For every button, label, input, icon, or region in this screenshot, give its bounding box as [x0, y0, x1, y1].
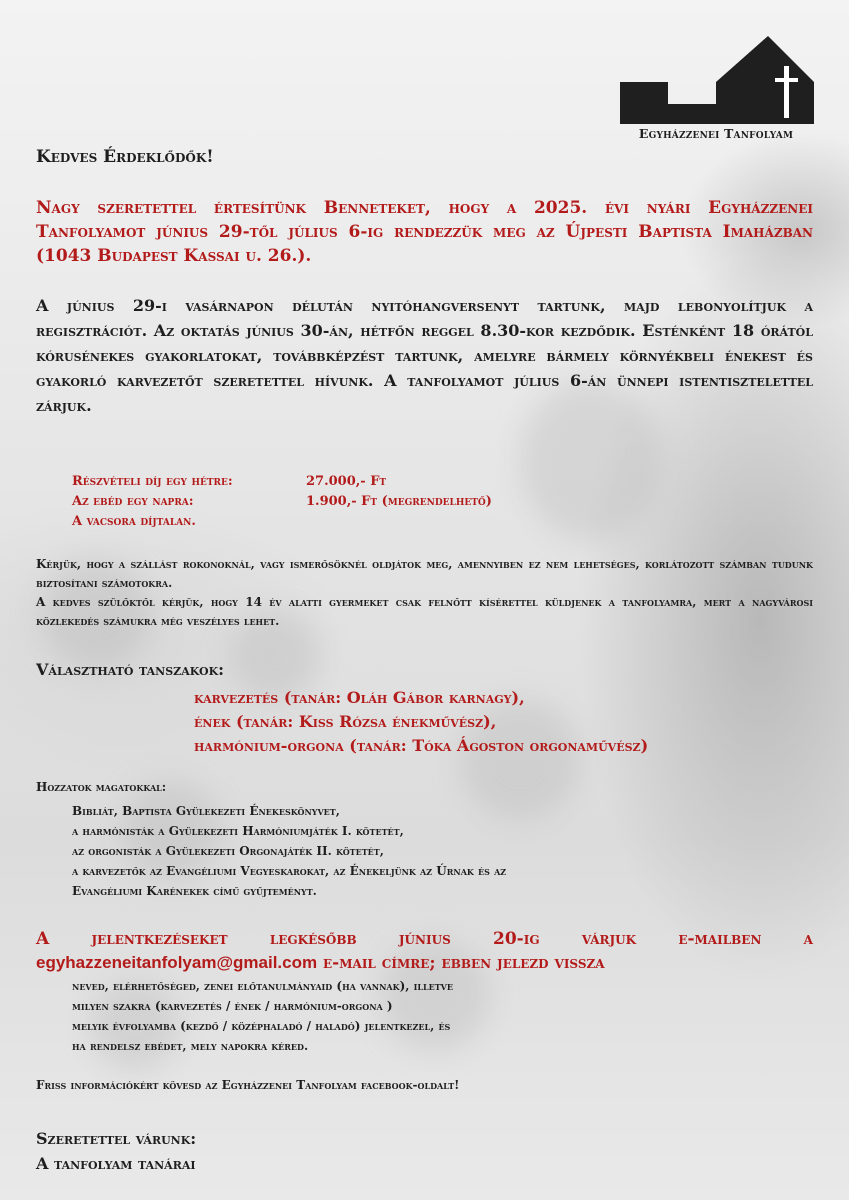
fee-row	[72, 492, 492, 512]
department-item: karvezetés (tanár: Oláh Gábor karnagy),	[194, 688, 525, 707]
closing	[36, 1126, 813, 1176]
registration-items	[72, 976, 453, 1056]
department-item: harmónium-orgona (tanár: Tóka Ágoston orgonaművész)	[194, 736, 649, 755]
department-item: ének (tanár: Kiss Rózsa énekművész),	[194, 712, 497, 731]
church-building-icon	[618, 34, 814, 124]
bring-list	[72, 801, 506, 901]
registration-item: melyik évfolyamba (kezdő / középhaladó / haladó) jelentkezel, és	[72, 1019, 451, 1033]
registration-line	[36, 951, 813, 975]
schedule-paragraph: A június 29-i vasárnapon délután nyitóhangversenyt tartunk, majd lebonyolítjuk a regisztrációt. Az oktatás június 30-án, hétfőn reggel 8.30-kor kezdődik. Esténként 18 órától kórusénekes gyakorlatokat, továbbképzést tartunk, amelyre bármely környékbeli énekest és gyakorló karvezetőt szeretettel hívunk. A tanfolyamot július 6-án ünnepi istentisztelettel zárjuk.	[36, 296, 813, 415]
registration-item: ha rendelsz ebédet, mely napokra kéred.	[72, 1039, 309, 1053]
registration-item: neved, elérhetőséged, zenei előtanulmányaid (ha vannak), illetve	[72, 979, 453, 993]
fee-label: Az ebéd egy napra:	[72, 494, 194, 509]
bring-heading: Hozzatok magatokkal:	[36, 780, 167, 794]
registration-email[interactable]: egyhazzeneitanfolyam@gmail.com	[36, 953, 318, 972]
bring-item: a harmónisták a Gyülekezeti Harmóniumjáték I. kötetét,	[72, 824, 404, 838]
departments-list	[194, 686, 648, 758]
facebook-note: Friss információkért kövesd az Egyházzenei Tanfolyam facebook-oldalt!	[36, 1078, 460, 1092]
logo-text: Egyházzenei Tanfolyam	[638, 126, 794, 141]
bring-item: Evangéliumi Karénekek című gyűjteményt.	[72, 884, 317, 898]
fee-value: 1.900,- Ft (megrendelhető)	[306, 494, 492, 509]
fee-row	[72, 512, 492, 532]
fee-value: 27.000,- Ft	[306, 474, 387, 489]
bring-item: Bibliát, Baptista Gyülekezeti Énekeskönyvet,	[72, 804, 340, 818]
departments-heading: Választható tanszakok:	[36, 660, 225, 679]
registration-block	[36, 927, 813, 975]
greeting: Kedves Érdeklődők!	[36, 147, 214, 167]
closing-signature: A tanfolyam tanárai	[36, 1154, 196, 1173]
accommodation-notes	[36, 555, 813, 631]
fee-row	[72, 472, 492, 492]
registration-line: A jelentkezéseket legkésőbb június 20-ig várjuk e-mailben a	[36, 929, 813, 949]
fees-table	[72, 472, 492, 532]
registration-line-rest: e-mail címre; ebben jelezd vissza	[317, 953, 605, 973]
logo	[618, 34, 814, 141]
registration-item: milyen szakra (karvezetés / ének / harmónium-orgona )	[72, 999, 393, 1013]
children-note: A kedves szülőktől kérjük, hogy 14 év alatti gyermeket csak felnőtt kísérettel küldjenek a tanfolyamra, mert a nagyvárosi közlekedés számukra még veszélyes lehet.	[36, 595, 813, 628]
bring-item: a karvezetők az Evangéliumi Vegyeskarokat, az Énekeljünk az Úrnak és az	[72, 864, 507, 878]
bring-item: az orgonisták a Gyülekezeti Orgonajáték II. kötetét,	[72, 844, 384, 858]
accommodation-note: Kérjük, hogy a szállást rokonoknál, vagy ismerősöknél oldjátok meg, amennyiben ez nem lehetséges, korlátozott számban tudunk biztosítani számotokra.	[36, 557, 813, 590]
fee-label: A vacsora díjtalan.	[72, 514, 196, 529]
fee-label: Részvételi díj egy hétre:	[72, 474, 233, 489]
closing-line: Szeretettel várunk:	[36, 1129, 197, 1148]
announcement: Nagy szeretettel értesítünk Benneteket, hogy a 2025. évi nyári Egyházzenei Tanfolyamot június 29-től július 6-ig rendezzük meg az Újpesti Baptista Imaházban (1043 Budapest Kassai u. 26.).	[36, 198, 813, 266]
